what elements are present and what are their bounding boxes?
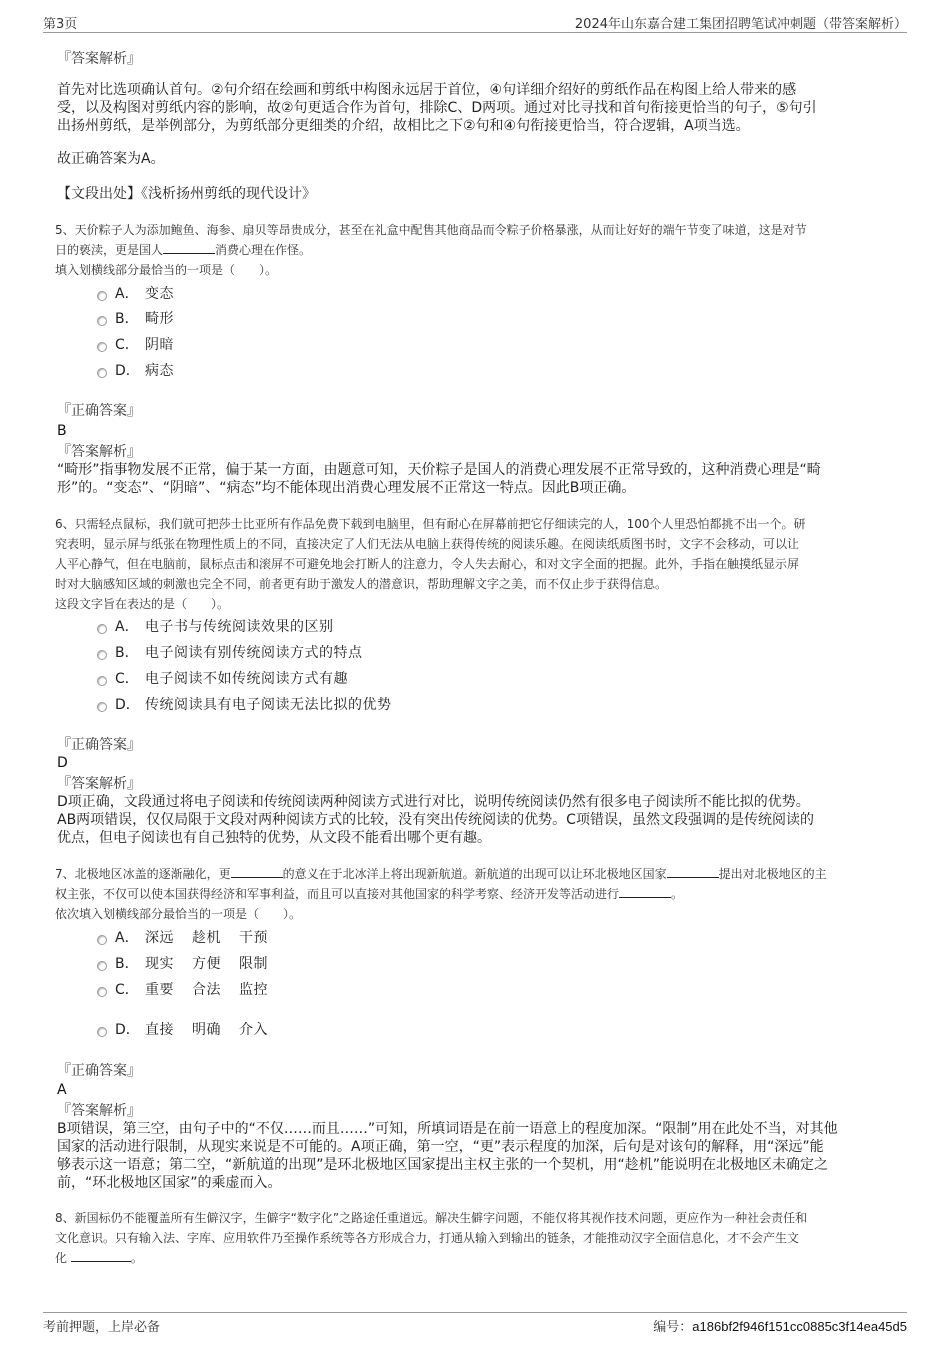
option-text	[145, 927, 286, 947]
radio-button[interactable]	[97, 935, 107, 945]
question-8-stem	[55, 1208, 895, 1268]
code-label: 编号：	[653, 1320, 693, 1335]
option-text	[145, 953, 286, 973]
fill-blank	[71, 1249, 131, 1262]
analysis-line: AB两项错误，仅仅局限于文段对两种阅读方式的比较，没有突出传统阅读的优势。C项错误，虽然文段强调的是传统阅读的	[57, 812, 814, 828]
stem-line: 6、只需轻点鼠标，我们就可把莎士比亚所有作品免费下载到电脑里，但有耐心在屏幕前把它仔细读完的人，100个人里恐怕都挑不出一个。研	[55, 517, 806, 531]
document-code	[653, 1316, 907, 1335]
question-prompt: 依次填入划横线部分最恰当的一项是（ ）。	[55, 907, 302, 921]
option-word: 介入	[239, 1022, 268, 1038]
option-letter: A．	[115, 930, 139, 946]
radio-button[interactable]	[97, 676, 107, 686]
option-word: 明确	[192, 1022, 221, 1038]
q5-option-a[interactable]	[97, 283, 174, 303]
analysis-line: 优点，但电子阅读也有自己独特的优势，从文段不能看出哪个更有趣。	[57, 830, 491, 846]
option-text: 电子阅读不如传统阅读方式有趣	[145, 671, 348, 687]
analysis-line: 首先对比选项确认首句。②句介绍在绘画和剪纸中构图永远居于首位，④句详细介绍好的剪纸作品在构图上给人带来的感	[57, 82, 797, 98]
correct-answer-label: 『正确答案』	[57, 403, 141, 419]
option-letter: A．	[115, 619, 139, 635]
page-footer	[43, 1312, 907, 1336]
page-header	[43, 13, 907, 33]
stem-line: 人平心静气，但在电脑前，鼠标点击和滚屏不可避免地会打断人的注意力，令人失去耐心，和对文字全面的把握。此外，手指在触摸纸显示屏	[55, 557, 800, 571]
q5-option-b[interactable]	[97, 308, 174, 328]
analysis-line: D项正确，文段通过将电子阅读和传统阅读两种阅读方式进行对比，说明传统阅读仍然有很多电子阅读所不能比拟的优势。	[57, 794, 810, 810]
correct-answer: D	[57, 755, 68, 771]
analysis-line: 够表示这一语意；第二空，“新航道的出现”是环北极地区国家提出主权主张的一个契机，用“趁机”能说明在北极地区未确定之	[57, 1157, 829, 1173]
question-6-stem	[55, 514, 895, 614]
stem-text: 7、北极地区冰盖的逐渐融化，更	[55, 867, 231, 881]
q7-option-a[interactable]	[97, 927, 286, 947]
q7-option-b[interactable]	[97, 953, 286, 973]
stem-line: 5、天价粽子人为添加鲍鱼、海参、扇贝等昂贵成分，甚至在礼盒中配售其他商品而令粽子价格暴涨，从而让好好的端午节变了味道，这是对节	[55, 223, 807, 237]
stem-line: 时对大脑感知区域的刺激也完全不同，前者更有助于激发人的潜意识，帮助理解文字之美，而不仅止步于获得信息。	[55, 577, 668, 591]
radio-button[interactable]	[97, 702, 107, 712]
analysis-line: 出扬州剪纸，是举例部分，为剪纸部分更细类的介绍，故相比之下②句和④句衔接更恰当，符合逻辑，A项当选。	[57, 118, 750, 134]
question-prompt: 填入划横线部分最恰当的一项是（ ）。	[55, 263, 278, 277]
option-text: 电子阅读有别传统阅读方式的特点	[145, 645, 363, 661]
correct-answer-label: 『正确答案』	[57, 737, 141, 753]
option-letter: B．	[115, 645, 139, 661]
radio-button[interactable]	[97, 1027, 107, 1037]
conclusion-text: 故正确答案为A。	[57, 151, 165, 167]
option-letter: A．	[115, 286, 139, 302]
analysis-text	[57, 81, 895, 135]
radio-button[interactable]	[97, 624, 107, 634]
option-letter: D．	[115, 1022, 140, 1038]
radio-button[interactable]	[97, 987, 107, 997]
stem-line	[55, 240, 895, 260]
option-text	[145, 1019, 286, 1039]
option-letter: C．	[115, 982, 139, 998]
stem-text: 。	[130, 1251, 143, 1265]
stem-text: 消费心理在作怪。	[215, 243, 312, 257]
stem-line: 8、新国标仍不能覆盖所有生僻汉字，生僻字“数字化”之路途任重道远。解决生僻字问题，不能仅将其视作技术问题，更应作为一种社会责任和	[55, 1211, 808, 1225]
radio-button[interactable]	[97, 291, 107, 301]
q6-option-d[interactable]	[97, 694, 392, 714]
option-word: 干预	[239, 930, 268, 946]
stem-line	[55, 864, 895, 884]
option-text: 电子书与传统阅读效果的区别	[145, 619, 334, 635]
source-citation: 【文段出处】《浅析扬州剪纸的现代设计》	[57, 186, 316, 202]
analysis-text	[57, 1120, 895, 1192]
question-7-stem	[55, 864, 895, 924]
code-value: a186bf2f946f151cc0885c3f14ea45d5	[692, 1319, 907, 1334]
analysis-label: 『答案解析』	[57, 444, 141, 460]
document-title: 2024年山东嘉合建工集团招聘笔试冲刺题（带答案解析）	[574, 17, 907, 32]
q6-option-a[interactable]	[97, 616, 334, 636]
stem-text: 的意义在于北冰洋上将出现新航道。新航道的出现可以让环北极地区国家	[282, 867, 667, 881]
stem-text: 提出对北极地区的主	[718, 867, 827, 881]
analysis-line: “畸形”指事物发展不正常，偏于某一方面，由题意可知，天价粽子是国人的消费心理发展不正常导致的，这种消费心理是“畸	[57, 462, 821, 478]
option-letter: B．	[115, 956, 139, 972]
analysis-line: 形”的。“变态”、“阴暗”、“病态”均不能体现出消费心理发展不正常这一特点。因此B项正确。	[57, 480, 636, 496]
radio-button[interactable]	[97, 368, 107, 378]
analysis-line: B项错误，第三空，由句子中的“不仅……而且……”可知，所填词语是在前一语意上的程度加深。“限制”用在此处不当，对其他	[57, 1121, 838, 1137]
question-prompt: 这段文字旨在表达的是（ ）。	[55, 597, 230, 611]
fill-blank	[619, 885, 671, 898]
q6-option-b[interactable]	[97, 642, 363, 662]
radio-button[interactable]	[97, 342, 107, 352]
analysis-line: 受，以及构图对剪纸内容的影响，故②句更适合作为首句，排除C、D两项。通过对比寻找和首句衔接更恰当的句子，⑤句引	[57, 100, 817, 116]
analysis-text	[57, 461, 895, 497]
fill-blank	[163, 241, 215, 254]
footer-slogan: 考前押题，上岸必备	[43, 1320, 161, 1335]
analysis-label: 『答案解析』	[57, 776, 141, 792]
q5-option-c[interactable]	[97, 334, 174, 354]
page-number: 第3页	[43, 17, 78, 32]
q7-option-c[interactable]	[97, 979, 286, 999]
analysis-line: 前，“环北极地区国家”的乘虚而入。	[57, 1175, 282, 1191]
option-text: 畸形	[145, 311, 174, 327]
radio-button[interactable]	[97, 650, 107, 660]
option-word: 深远	[145, 930, 174, 946]
correct-answer: A	[57, 1082, 67, 1098]
fill-blank	[667, 865, 719, 878]
option-letter: B．	[115, 311, 139, 327]
stem-line	[55, 1248, 895, 1268]
analysis-label: 『答案解析』	[57, 1103, 141, 1119]
stem-text: 权主张，不仅可以使本国获得经济和军事利益，而且可以直接对其他国家的科学考察、经济开发等活动进行	[55, 887, 620, 901]
option-text	[145, 979, 286, 999]
option-letter: D．	[115, 697, 140, 713]
correct-answer: B	[57, 423, 67, 439]
stem-line: 究表明，显示屏与纸张在物理性质上的不同，直接决定了人们无法从电脑上获得传统的阅读乐趣。在阅读纸质图书时，文字不会移动，可以让	[55, 537, 800, 551]
option-letter: D．	[115, 363, 140, 379]
analysis-label: 『答案解析』	[57, 51, 141, 67]
analysis-line: 国家的活动进行限制，从现实来说是不可能的。A项正确，第一空，“更”表示程度的加深，后句是对该句的解释，用“深远”能	[57, 1139, 824, 1155]
radio-button[interactable]	[97, 316, 107, 326]
option-text: 病态	[145, 363, 174, 379]
correct-answer-label: 『正确答案』	[57, 1063, 141, 1079]
analysis-text	[57, 793, 895, 847]
option-word: 方便	[192, 956, 221, 972]
option-text: 传统阅读具有电子阅读无法比拟的优势	[145, 697, 392, 713]
stem-line: 文化意识。只有输入法、字库、应用软件乃至操作系统等各方形成合力，打通从输入到输出的链条，才能推动汉字全面信息化，才不会产生文	[55, 1231, 800, 1245]
question-5-stem	[55, 220, 895, 280]
option-text: 阴暗	[145, 337, 174, 353]
radio-button[interactable]	[97, 961, 107, 971]
option-word: 重要	[145, 982, 174, 998]
stem-text: 化	[55, 1251, 68, 1265]
stem-text: 。	[671, 887, 684, 901]
q6-option-c[interactable]	[97, 668, 348, 688]
option-word: 直接	[145, 1022, 174, 1038]
option-text: 变态	[145, 286, 174, 302]
option-word: 现实	[145, 956, 174, 972]
option-letter: C．	[115, 337, 139, 353]
q7-option-d[interactable]	[97, 1019, 286, 1039]
option-word: 限制	[239, 956, 268, 972]
q5-option-d[interactable]	[97, 360, 174, 380]
option-word: 趁机	[192, 930, 221, 946]
option-word: 合法	[192, 982, 221, 998]
stem-text: 日的亵渎，更是国人	[55, 243, 164, 257]
fill-blank	[231, 865, 283, 878]
option-word: 监控	[239, 982, 268, 998]
option-letter: C．	[115, 671, 139, 687]
stem-line	[55, 884, 895, 904]
